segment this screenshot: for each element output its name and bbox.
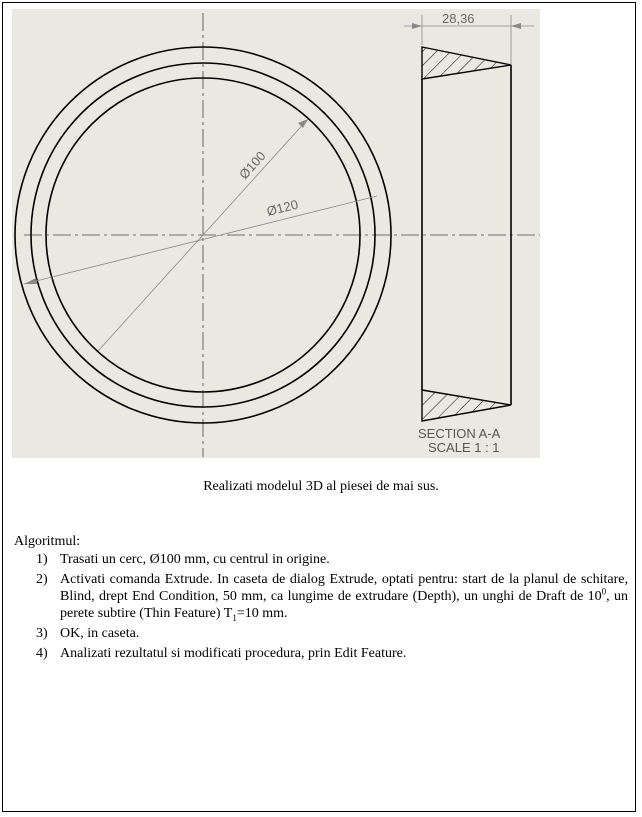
scale-label: SCALE 1 : 1 (428, 440, 500, 455)
section-top-wall (422, 47, 511, 79)
dim-width-label: 28,36 (442, 11, 475, 26)
step-number: 3) (36, 626, 48, 641)
drawing-canvas (12, 9, 540, 458)
section-bottom-wall (422, 390, 511, 421)
dim-arrow-inner (298, 119, 308, 128)
step-number: 4) (36, 646, 48, 661)
front-view (15, 13, 540, 457)
step-number: 2) (36, 572, 48, 587)
dim-width-arrow-left (412, 23, 422, 29)
technical-drawing (12, 9, 540, 458)
list-item (14, 625, 628, 642)
algorithm-title: Algoritmul: (14, 534, 81, 549)
superscript: 0 (601, 586, 607, 597)
step-text: Activati comanda Extrude. In caseta de dialog Extrude, optati pentru: start de la planul de schitare, Blind, drept End Condition, 50 mm, ca lungime de extrudare (Depth), un unghi de Draft de 10 (60, 572, 628, 604)
dim-inner-label: Ø100 (236, 148, 269, 183)
step-number: 1) (36, 552, 48, 567)
dim-line-outer (24, 196, 377, 284)
subscript: 1 (232, 612, 237, 623)
step-text: Analizati rezultatul si modificati procedura, prin Edit Feature. (60, 646, 407, 661)
step-text-end: =10 mm. (236, 606, 288, 621)
algorithm-steps (14, 551, 628, 665)
dim-outer-label: Ø120 (265, 196, 300, 219)
step-text: OK, in caseta. (60, 626, 140, 641)
list-item (14, 551, 628, 568)
caption: Realizati modelul 3D al piesei de mai sus. (203, 479, 439, 494)
list-item (14, 571, 628, 622)
section-label: SECTION A-A (418, 426, 501, 441)
list-item (14, 645, 628, 662)
dim-width-arrow-right (511, 23, 521, 29)
dim-arrow-outer (24, 278, 37, 284)
step-text: Trasati un cerc, Ø100 mm, cu centrul in origine. (60, 552, 330, 567)
step-text-cont: , un perete subtire (Thin Feature) T (60, 589, 629, 621)
section-view (404, 11, 534, 455)
